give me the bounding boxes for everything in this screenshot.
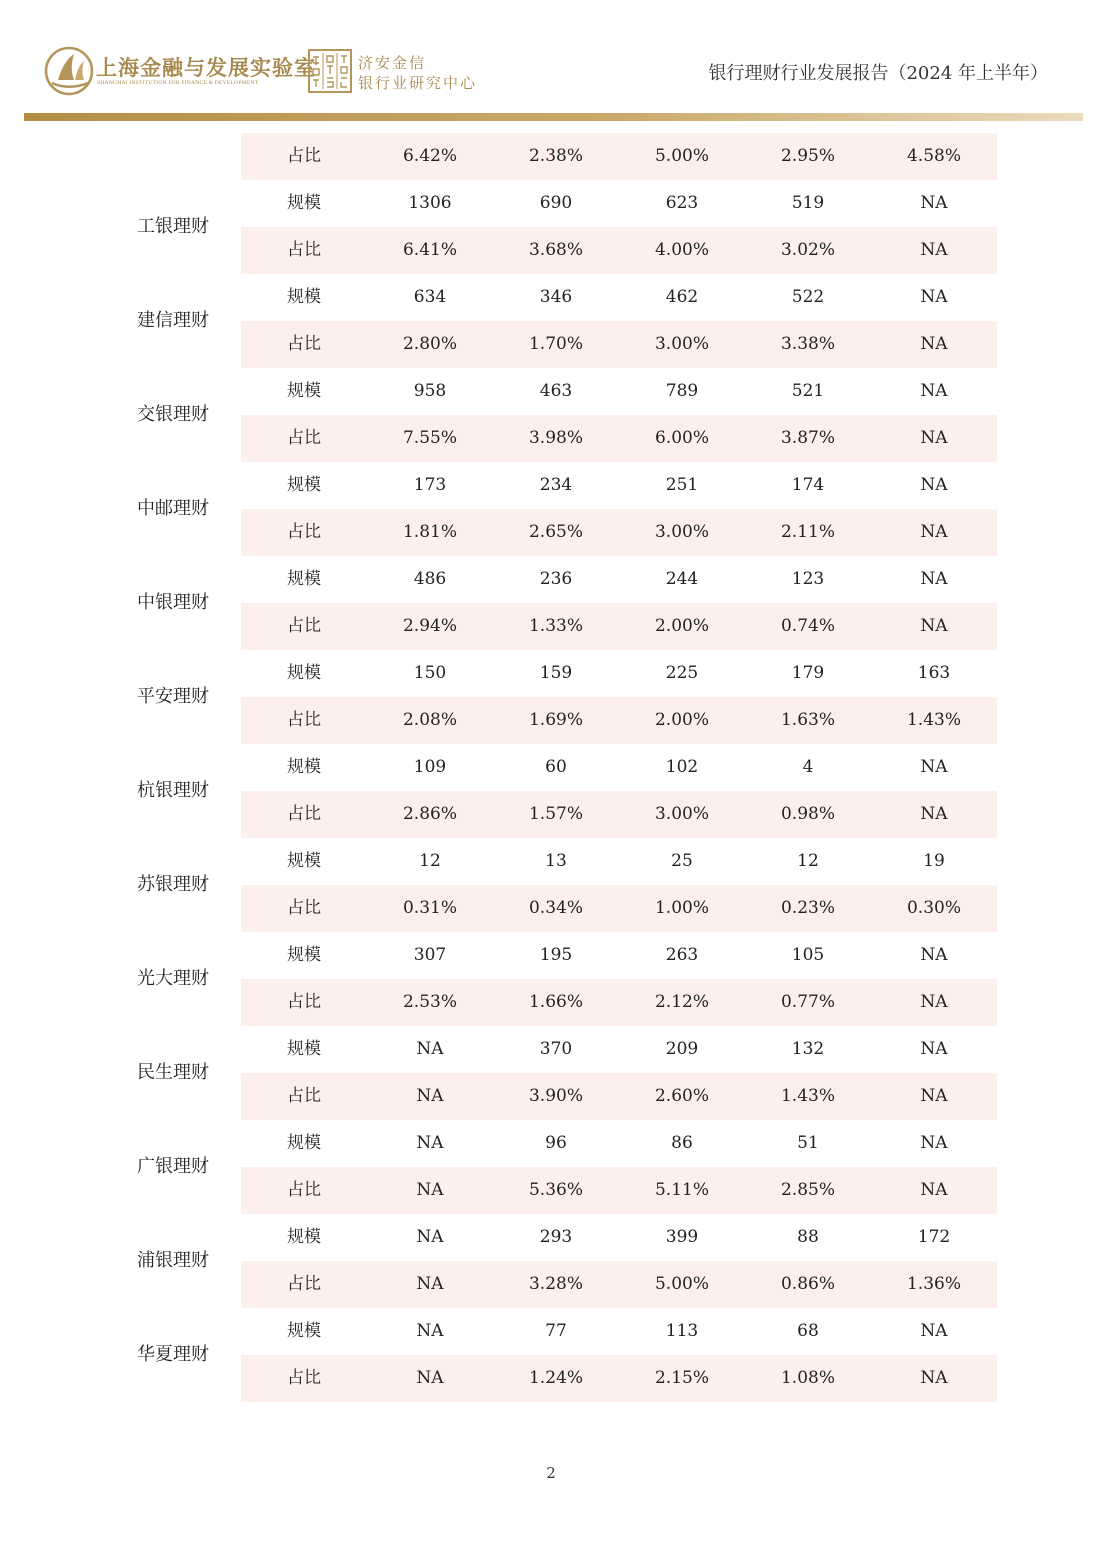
bank-name: 广银理财	[137, 1156, 209, 1177]
table-cell: 12	[419, 851, 441, 871]
table-cell: 51	[797, 1133, 819, 1153]
metric-label: 规模	[287, 663, 321, 683]
table-cell: 623	[665, 193, 699, 213]
table-cell: 209	[665, 1039, 699, 1059]
table-cell: 13	[545, 851, 567, 871]
bank-name: 中银理财	[137, 592, 209, 613]
table-cell: NA	[920, 1180, 948, 1200]
wealth-management-table	[0, 133, 1102, 1402]
table-cell: NA	[920, 522, 948, 542]
table-cell: 96	[545, 1133, 567, 1153]
metric-label: 规模	[287, 287, 321, 307]
table-cell: 0.77%	[780, 992, 835, 1012]
header-divider	[24, 113, 1083, 121]
bank-group	[0, 650, 1102, 744]
table-cell: 68	[797, 1321, 819, 1341]
table-cell: 4	[802, 757, 814, 777]
table-cell: 2.00%	[654, 710, 709, 730]
metric-label: 规模	[287, 193, 321, 213]
table-cell: NA	[920, 381, 948, 401]
table-cell: 195	[539, 945, 573, 965]
table-cell: 3.00%	[654, 334, 709, 354]
table-cell: 1.43%	[780, 1086, 835, 1106]
table-cell: 1.66%	[528, 992, 583, 1012]
metric-label: 占比	[287, 428, 321, 448]
table-cell: 25	[671, 851, 693, 871]
metric-label: 规模	[287, 569, 321, 589]
bank-group	[0, 180, 1102, 274]
table-cell: NA	[920, 1086, 948, 1106]
bank-name: 民生理财	[137, 1062, 209, 1083]
table-cell: 2.60%	[654, 1086, 709, 1106]
seal-logo-icon	[308, 49, 352, 93]
table-cell: 958	[413, 381, 447, 401]
table-cell: 4.00%	[654, 240, 709, 260]
metric-label: 规模	[287, 757, 321, 777]
table-cell: NA	[920, 334, 948, 354]
table-cell: NA	[920, 1368, 948, 1388]
table-cell: 519	[791, 193, 825, 213]
metric-label: 占比	[287, 522, 321, 542]
table-cell: 3.00%	[654, 804, 709, 824]
table-cell: NA	[920, 569, 948, 589]
table-cell: NA	[920, 757, 948, 777]
metric-label: 规模	[287, 1321, 321, 1341]
metric-label: 占比	[287, 804, 321, 824]
table-cell: 12	[797, 851, 819, 871]
logo-institution-name-en: SHANGHAI INSTITUTION FOR FINANCE & DEVELOPMENT	[97, 80, 259, 86]
table-cell: 1.63%	[780, 710, 835, 730]
table-cell: NA	[416, 1368, 444, 1388]
table-cell: 0.23%	[780, 898, 835, 918]
table-cell: NA	[920, 616, 948, 636]
table-cell: 307	[413, 945, 447, 965]
bank-name: 工银理财	[137, 216, 209, 237]
table-cell: NA	[920, 1039, 948, 1059]
table-cell: 6.42%	[402, 146, 457, 166]
table-cell: 251	[665, 475, 699, 495]
table-cell: 0.86%	[780, 1274, 835, 1294]
bank-group	[0, 744, 1102, 838]
table-cell: 486	[413, 569, 447, 589]
bank-group	[0, 1214, 1102, 1308]
table-cell: 86	[671, 1133, 693, 1153]
table-cell: 690	[539, 193, 573, 213]
table-cell: NA	[920, 287, 948, 307]
metric-label: 占比	[287, 1180, 321, 1200]
table-cell: 109	[413, 757, 447, 777]
bank-name: 中邮理财	[137, 498, 209, 519]
table-cell: 0.31%	[402, 898, 457, 918]
table-cell: 1.70%	[528, 334, 583, 354]
table-cell: NA	[920, 475, 948, 495]
logo-research-center-line1: 济安金信	[358, 54, 427, 72]
table-cell: 5.11%	[654, 1180, 709, 1200]
table-cell: 102	[665, 757, 699, 777]
table-cell: 105	[791, 945, 825, 965]
table-cell: NA	[920, 945, 948, 965]
table-cell: 1.43%	[906, 710, 961, 730]
table-cell: NA	[416, 1086, 444, 1106]
metric-label: 规模	[287, 475, 321, 495]
table-cell: NA	[416, 1227, 444, 1247]
table-cell: 236	[539, 569, 573, 589]
metric-label: 规模	[287, 381, 321, 401]
table-cell: 123	[791, 569, 825, 589]
metric-label: 占比	[287, 898, 321, 918]
table-cell: 2.85%	[780, 1180, 835, 1200]
table-cell: 2.95%	[780, 146, 835, 166]
report-title: 银行理财行业发展报告（2024 年上半年）	[708, 63, 1048, 84]
page-number: 2	[546, 1464, 556, 1482]
bank-name: 光大理财	[137, 968, 209, 989]
table-cell: 4.58%	[906, 146, 961, 166]
table-cell: 462	[665, 287, 699, 307]
table-cell: NA	[920, 428, 948, 448]
table-cell: 2.65%	[528, 522, 583, 542]
metric-label: 占比	[287, 710, 321, 730]
table-cell: 2.00%	[654, 616, 709, 636]
metric-label: 规模	[287, 945, 321, 965]
table-cell: 6.41%	[402, 240, 457, 260]
table-cell: 293	[539, 1227, 573, 1247]
table-cell: 244	[665, 569, 699, 589]
table-cell: 1.00%	[654, 898, 709, 918]
logo-institution-name: 上海金融与发展实验室	[96, 55, 316, 80]
table-cell: 2.15%	[654, 1368, 709, 1388]
metric-label: 规模	[287, 1227, 321, 1247]
table-cell: 2.53%	[402, 992, 457, 1012]
table-cell: 77	[545, 1321, 567, 1341]
table-cell: NA	[920, 1321, 948, 1341]
metric-label: 占比	[287, 1274, 321, 1294]
table-cell: 1.08%	[780, 1368, 835, 1388]
table-cell: NA	[920, 193, 948, 213]
table-cell: NA	[416, 1133, 444, 1153]
table-cell: 2.11%	[780, 522, 835, 542]
sailboat-logo-icon	[44, 46, 94, 96]
table-cell: NA	[920, 240, 948, 260]
table-cell: 6.00%	[654, 428, 709, 448]
metric-label: 规模	[287, 1133, 321, 1153]
table-cell: 1.81%	[402, 522, 457, 542]
bank-group	[0, 838, 1102, 932]
table-cell: NA	[920, 1133, 948, 1153]
metric-label: 占比	[287, 616, 321, 636]
table-cell: 0.98%	[780, 804, 835, 824]
table-cell: 2.08%	[402, 710, 457, 730]
table-cell: 159	[539, 663, 573, 683]
table-cell: 2.94%	[402, 616, 457, 636]
table-cell: 5.36%	[528, 1180, 583, 1200]
table-cell: NA	[920, 992, 948, 1012]
bank-group	[0, 274, 1102, 368]
table-cell: 0.74%	[780, 616, 835, 636]
table-cell: 163	[917, 663, 951, 683]
table-cell: 399	[665, 1227, 699, 1247]
table-cell: 88	[797, 1227, 819, 1247]
table-cell: 521	[791, 381, 825, 401]
bank-group	[0, 1026, 1102, 1120]
metric-label: 规模	[287, 1039, 321, 1059]
table-cell: 2.86%	[402, 804, 457, 824]
bank-name: 杭银理财	[137, 780, 209, 801]
table-cell: 2.12%	[654, 992, 709, 1012]
bank-name: 平安理财	[137, 686, 209, 707]
table-cell: 1.36%	[906, 1274, 961, 1294]
table-cell: 179	[791, 663, 825, 683]
bank-group	[0, 932, 1102, 1026]
metric-label: 占比	[287, 1086, 321, 1106]
table-cell: 346	[539, 287, 573, 307]
table-cell: 3.90%	[528, 1086, 583, 1106]
table-cell: 1.69%	[528, 710, 583, 730]
bank-name: 浦银理财	[137, 1250, 209, 1271]
table-cell: NA	[416, 1321, 444, 1341]
table-cell: 2.80%	[402, 334, 457, 354]
metric-label: 规模	[287, 851, 321, 871]
table-cell: 1306	[408, 193, 452, 213]
table-cell: 3.28%	[528, 1274, 583, 1294]
metric-label: 占比	[287, 240, 321, 260]
table-cell: 19	[923, 851, 945, 871]
table-cell: 132	[791, 1039, 825, 1059]
table-cell: 1.33%	[528, 616, 583, 636]
table-row	[0, 133, 1102, 180]
metric-label: 占比	[287, 146, 321, 166]
bank-group	[0, 556, 1102, 650]
table-cell: 3.38%	[780, 334, 835, 354]
table-cell: 263	[665, 945, 699, 965]
table-cell: 5.00%	[654, 1274, 709, 1294]
bank-name: 交银理财	[137, 404, 209, 425]
bank-group	[0, 1120, 1102, 1214]
bank-name: 苏银理财	[137, 874, 209, 895]
table-cell: 150	[413, 663, 447, 683]
table-cell: 522	[791, 287, 825, 307]
metric-label: 占比	[287, 334, 321, 354]
table-cell: 0.34%	[528, 898, 583, 918]
table-cell: 113	[665, 1321, 699, 1341]
table-cell: 60	[545, 757, 567, 777]
table-cell: 3.00%	[654, 522, 709, 542]
logo-research-center-line2: 银行业研究中心	[358, 74, 478, 92]
table-cell: 3.02%	[780, 240, 835, 260]
table-cell: 634	[413, 287, 447, 307]
table-cell: 370	[539, 1039, 573, 1059]
table-cell: 173	[413, 475, 447, 495]
table-cell: 789	[665, 381, 699, 401]
table-cell: NA	[416, 1180, 444, 1200]
metric-label: 占比	[287, 1368, 321, 1388]
table-cell: 7.55%	[402, 428, 457, 448]
bank-name: 华夏理财	[137, 1344, 209, 1365]
table-cell: 2.38%	[528, 146, 583, 166]
bank-group	[0, 462, 1102, 556]
table-cell: 1.24%	[528, 1368, 583, 1388]
table-cell: 3.87%	[780, 428, 835, 448]
bank-name: 建信理财	[137, 310, 209, 331]
table-cell: 3.98%	[528, 428, 583, 448]
bank-group	[0, 1308, 1102, 1402]
table-cell: 3.68%	[528, 240, 583, 260]
table-cell: NA	[416, 1274, 444, 1294]
table-cell: 172	[917, 1227, 951, 1247]
table-cell: NA	[416, 1039, 444, 1059]
table-cell: NA	[920, 804, 948, 824]
page-header	[0, 0, 1102, 125]
table-cell: 5.00%	[654, 146, 709, 166]
table-cell: 0.30%	[906, 898, 961, 918]
table-cell: 1.57%	[528, 804, 583, 824]
bank-group	[0, 368, 1102, 462]
metric-label: 占比	[287, 992, 321, 1012]
table-cell: 234	[539, 475, 573, 495]
table-cell: 463	[539, 381, 573, 401]
table-cell: 225	[665, 663, 699, 683]
table-cell: 174	[791, 475, 825, 495]
